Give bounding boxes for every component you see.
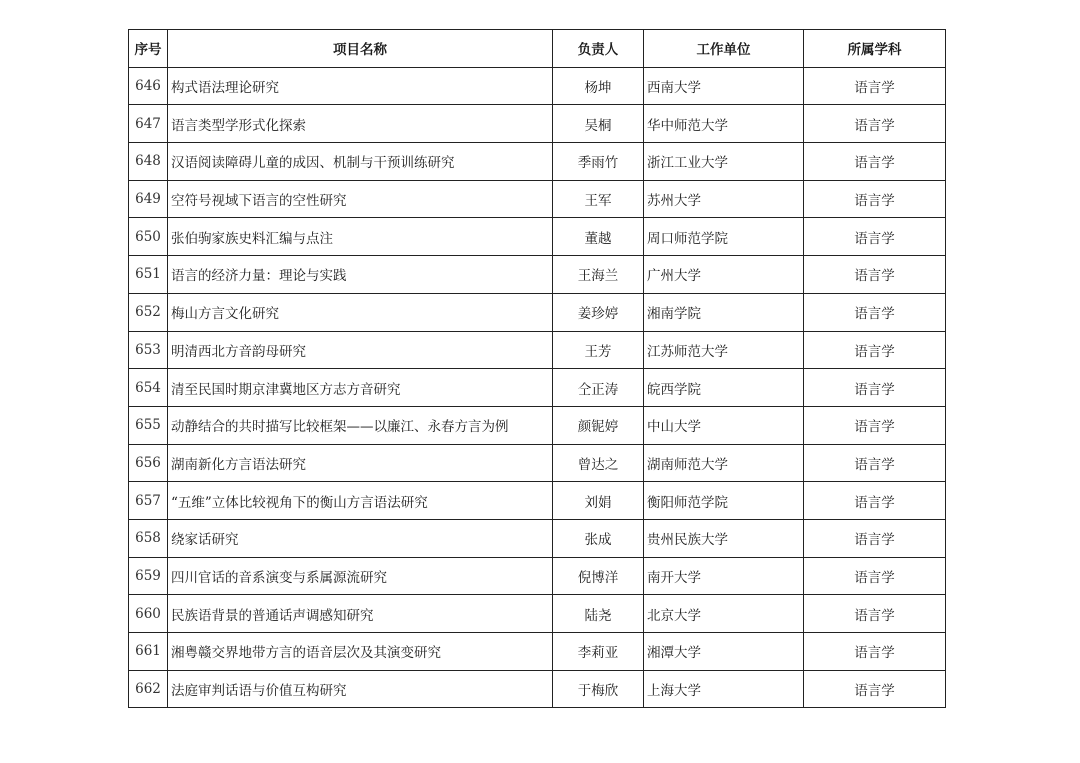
table-row [129, 406, 946, 444]
cell-leader: 董越 [553, 218, 644, 256]
table-row [129, 557, 946, 595]
cell-subject: 语言学 [804, 180, 946, 218]
cell-unit: 湘潭大学 [644, 633, 804, 671]
cell-project-name: 语言的经济力量：理论与实践 [168, 256, 553, 294]
cell-leader: 王军 [553, 180, 644, 218]
cell-no: 653 [129, 331, 168, 369]
header-name: 项目名称 [168, 30, 553, 68]
cell-subject: 语言学 [804, 105, 946, 143]
cell-project-name: 湘粤赣交界地带方言的语音层次及其演变研究 [168, 633, 553, 671]
cell-subject: 语言学 [804, 369, 946, 407]
table-row [129, 256, 946, 294]
table-row [129, 633, 946, 671]
cell-leader: 于梅欣 [553, 670, 644, 708]
cell-leader: 倪博洋 [553, 557, 644, 595]
cell-no: 656 [129, 444, 168, 482]
project-table [128, 29, 946, 708]
cell-no: 662 [129, 670, 168, 708]
cell-subject: 语言学 [804, 482, 946, 520]
header-unit: 工作单位 [644, 30, 804, 68]
table-row [129, 293, 946, 331]
cell-leader: 王海兰 [553, 256, 644, 294]
cell-no: 654 [129, 369, 168, 407]
table-row [129, 143, 946, 181]
cell-unit: 广州大学 [644, 256, 804, 294]
cell-unit: 皖西学院 [644, 369, 804, 407]
cell-project-name: 空符号视域下语言的空性研究 [168, 180, 553, 218]
cell-project-name: 张伯驹家族史料汇编与点注 [168, 218, 553, 256]
cell-project-name: 明清西北方音韵母研究 [168, 331, 553, 369]
cell-subject: 语言学 [804, 519, 946, 557]
cell-subject: 语言学 [804, 293, 946, 331]
cell-project-name: 四川官话的音系演变与系属源流研究 [168, 557, 553, 595]
cell-unit: 湖南师范大学 [644, 444, 804, 482]
cell-leader: 曾达之 [553, 444, 644, 482]
table-row [129, 519, 946, 557]
table-row [129, 444, 946, 482]
cell-leader: 陆尧 [553, 595, 644, 633]
cell-unit: 南开大学 [644, 557, 804, 595]
cell-leader: 颜铌婷 [553, 406, 644, 444]
cell-project-name: 汉语阅读障碍儿童的成因、机制与干预训练研究 [168, 143, 553, 181]
cell-subject: 语言学 [804, 595, 946, 633]
table-row [129, 105, 946, 143]
cell-leader: 吴桐 [553, 105, 644, 143]
table-row [129, 331, 946, 369]
header-subject: 所属学科 [804, 30, 946, 68]
cell-no: 657 [129, 482, 168, 520]
cell-subject: 语言学 [804, 331, 946, 369]
cell-subject: 语言学 [804, 633, 946, 671]
cell-leader: 张成 [553, 519, 644, 557]
cell-project-name: 动静结合的共时描写比较框架——以廉江、永春方言为例 [168, 406, 553, 444]
cell-subject: 语言学 [804, 406, 946, 444]
cell-leader: 季雨竹 [553, 143, 644, 181]
cell-project-name: 民族语背景的普通话声调感知研究 [168, 595, 553, 633]
cell-unit: 华中师范大学 [644, 105, 804, 143]
header-no: 序号 [129, 30, 168, 68]
cell-subject: 语言学 [804, 670, 946, 708]
cell-no: 652 [129, 293, 168, 331]
cell-unit: 苏州大学 [644, 180, 804, 218]
cell-project-name: 梅山方言文化研究 [168, 293, 553, 331]
cell-unit: 衡阳师范学院 [644, 482, 804, 520]
cell-unit: 浙江工业大学 [644, 143, 804, 181]
cell-leader: 仝正涛 [553, 369, 644, 407]
table-row [129, 369, 946, 407]
cell-no: 661 [129, 633, 168, 671]
cell-subject: 语言学 [804, 218, 946, 256]
table-row [129, 218, 946, 256]
cell-subject: 语言学 [804, 67, 946, 105]
cell-project-name: 绕家话研究 [168, 519, 553, 557]
cell-leader: 杨坤 [553, 67, 644, 105]
table-row [129, 595, 946, 633]
cell-subject: 语言学 [804, 143, 946, 181]
cell-unit: 中山大学 [644, 406, 804, 444]
table-row [129, 482, 946, 520]
cell-unit: 贵州民族大学 [644, 519, 804, 557]
cell-no: 648 [129, 143, 168, 181]
cell-no: 649 [129, 180, 168, 218]
cell-no: 646 [129, 67, 168, 105]
cell-unit: 江苏师范大学 [644, 331, 804, 369]
cell-unit: 湘南学院 [644, 293, 804, 331]
header-leader: 负责人 [553, 30, 644, 68]
cell-no: 647 [129, 105, 168, 143]
cell-project-name: 构式语法理论研究 [168, 67, 553, 105]
cell-subject: 语言学 [804, 444, 946, 482]
cell-project-name: 湖南新化方言语法研究 [168, 444, 553, 482]
cell-no: 650 [129, 218, 168, 256]
cell-unit: 北京大学 [644, 595, 804, 633]
cell-no: 660 [129, 595, 168, 633]
cell-leader: 刘娟 [553, 482, 644, 520]
cell-unit: 上海大学 [644, 670, 804, 708]
cell-no: 655 [129, 406, 168, 444]
cell-leader: 姜珍婷 [553, 293, 644, 331]
cell-unit: 西南大学 [644, 67, 804, 105]
cell-project-name: 清至民国时期京津冀地区方志方音研究 [168, 369, 553, 407]
table-row [129, 180, 946, 218]
cell-project-name: 法庭审判话语与价值互构研究 [168, 670, 553, 708]
cell-project-name: 语言类型学形式化探索 [168, 105, 553, 143]
cell-leader: 王芳 [553, 331, 644, 369]
table-row [129, 670, 946, 708]
cell-leader: 李莉亚 [553, 633, 644, 671]
header-row [129, 30, 946, 68]
cell-subject: 语言学 [804, 557, 946, 595]
cell-no: 658 [129, 519, 168, 557]
table-body [129, 67, 946, 708]
cell-no: 651 [129, 256, 168, 294]
cell-no: 659 [129, 557, 168, 595]
cell-unit: 周口师范学院 [644, 218, 804, 256]
cell-subject: 语言学 [804, 256, 946, 294]
cell-project-name: “五维”立体比较视角下的衡山方言语法研究 [168, 482, 553, 520]
table-row [129, 67, 946, 105]
